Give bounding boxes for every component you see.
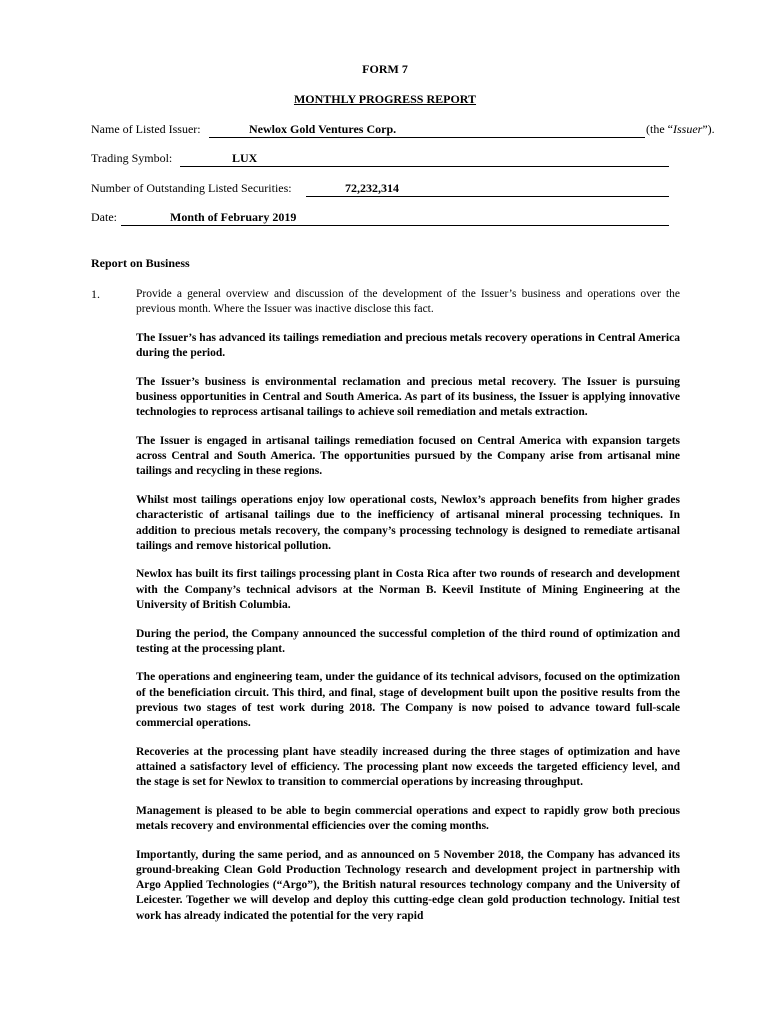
report-body <box>136 331 680 937</box>
paragraph: The Issuer is engaged in artisanal tailings remediation focused on Central America with expansion targets across Central and South America. The opportunities pursued by the Company arise from artisanal mine tailings and recycling in these regions. <box>136 435 680 478</box>
trading-symbol-value: LUX <box>232 151 258 165</box>
paragraph: Importantly, during the same period, and as announced on 5 November 2018, the Company has advanced its ground-breaking Clean Gold Production Technology research and development project in partnership with Argo Applied Technologies (“Argo”), the British natural resources technology company and the University of Leicester. Together we will develop and deploy this cutting-edge clean gold production technology. Initial test work has already indicated the potential for the very rapid <box>136 848 680 922</box>
securities-label: Number of Outstanding Listed Securities: <box>91 181 292 195</box>
securities-field <box>91 181 671 197</box>
date-value: Month of February 2019 <box>170 210 297 224</box>
form-title: FORM 7 <box>362 62 408 76</box>
paragraph: During the period, the Company announced the successful completion of the third round of optimization and testing at the processing plant. <box>136 627 680 655</box>
issuer-label: Name of Listed Issuer: <box>91 122 201 136</box>
issuer-suffix: (the “Issuer”). <box>646 122 715 136</box>
report-on-business-heading: Report on Business <box>91 256 190 270</box>
securities-value: 72,232,314 <box>345 181 399 195</box>
trading-symbol-label: Trading Symbol: <box>91 151 173 165</box>
paragraph: Newlox has built its first tailings processing plant in Costa Rica after two rounds of research and development with the Company’s technical advisors at the Norman B. Keevil Institute of Mining Engineering at the University of British Columbia. <box>136 568 680 611</box>
item-instruction: Provide a general overview and discussion of the development of the Issuer’s business and operations over the previous month. Where the Issuer was inactive disclose this fact. <box>136 288 680 315</box>
paragraph: Management is pleased to be able to begin commercial operations and expect to rapidly grow both precious metals recovery and environmental efficiencies over the coming months. <box>136 804 680 833</box>
paragraph: Recoveries at the processing plant have steadily increased during the three stages of optimization and have attained a satisfactory level of efficiency. The processing plant now exceeds the targeted efficiency level, and the stage is set for Newlox to transition to commercial operations by increasing throughput. <box>136 745 680 789</box>
item-number: 1. <box>91 287 100 301</box>
issuer-field <box>91 122 715 138</box>
date-label: Date: <box>91 210 117 224</box>
paragraph: The Issuer’s has advanced its tailings remediation and precious metals recovery operations in Central America during the period. <box>136 332 680 360</box>
date-field <box>91 210 671 226</box>
trading-symbol-field <box>91 151 671 167</box>
paragraph: The operations and engineering team, under the guidance of its technical advisors, focused on the optimization of the beneficiation circuit. This third, and final, stage of development built upon the positive results from the previous two stages of test work during 2018. The Company is now poised to advance toward full-scale commercial operations. <box>136 671 680 730</box>
paragraph: Whilst most tailings operations enjoy low operational costs, Newlox’s approach benefits from higher grades characteristic of artisanal tailings due to the inefficiency of artisanal mineral processing techniques. In addition to precious metals recovery, the company’s processing technology is designed to remediate artisanal tailings and remove historical pollution. <box>136 494 680 552</box>
issuer-name-value: Newlox Gold Ventures Corp. <box>249 122 397 136</box>
report-title: MONTHLY PROGRESS REPORT <box>293 92 477 106</box>
paragraph: The Issuer’s business is environmental reclamation and precious metal recovery. The Issuer is pursuing business opportunities in Central and South America. As part of its business, the Issuer is applying innovative technologies to reprocess artisanal tailings to achieve soil remediation and metals extraction. <box>136 375 680 419</box>
